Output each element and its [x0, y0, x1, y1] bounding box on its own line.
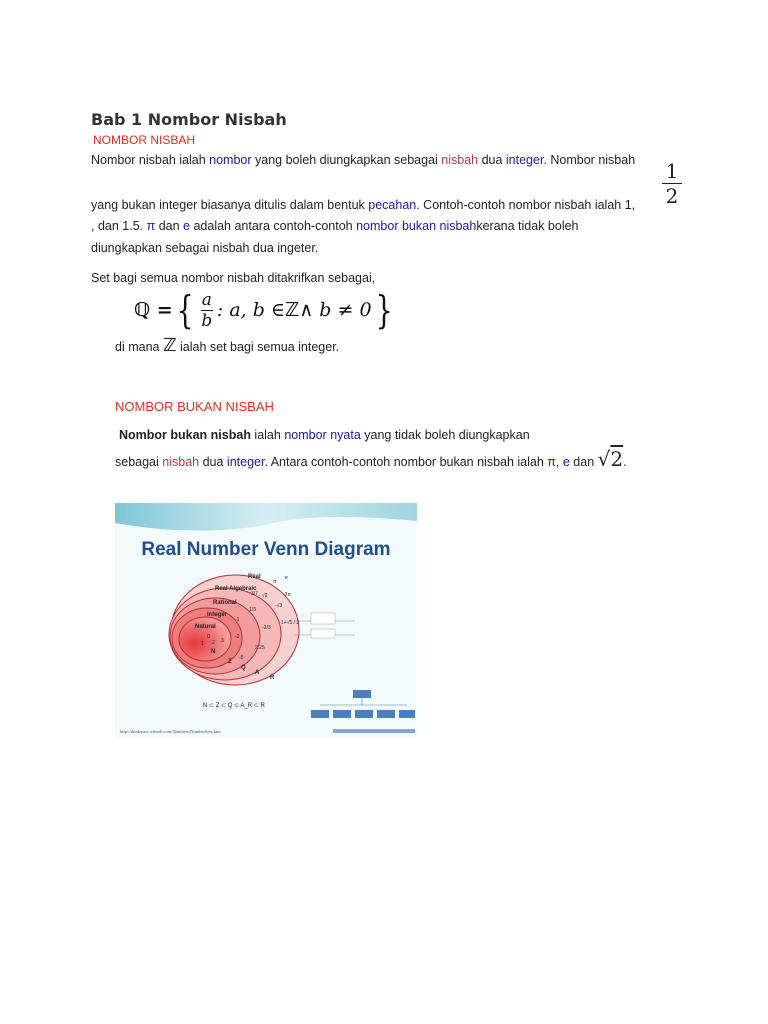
text: ,: [555, 455, 563, 469]
value: -2π: [283, 592, 291, 598]
value: 2: [212, 640, 215, 646]
text: ialah: [250, 428, 285, 442]
value: -5: [239, 655, 244, 661]
formula-lhs: ℚ =: [134, 299, 173, 321]
value: 3/7: [251, 591, 258, 597]
text: yang boleh diungkapkan sebagai: [251, 153, 442, 167]
value: -2/3: [262, 625, 271, 631]
set-letter: Q: [241, 665, 246, 671]
label-natural: Natural: [195, 624, 216, 630]
link-nombor[interactable]: nombor: [209, 153, 252, 167]
venn-diagram-svg: [115, 503, 417, 737]
fraction-numerator: 1: [665, 159, 679, 183]
set-letter: A: [255, 670, 260, 676]
link-integer[interactable]: integer: [505, 153, 544, 167]
link-pecahan[interactable]: pecahan: [368, 198, 417, 212]
text: kerana tidak boleh: [476, 219, 579, 233]
link-pi[interactable]: π: [146, 219, 156, 233]
value: e: [285, 575, 288, 581]
fraction-denominator: 2: [665, 184, 679, 208]
text: . Antara contoh-contoh nombor bukan nisbah ialah: [264, 455, 548, 469]
text: dan: [569, 455, 598, 469]
value: 1+√5 / 2: [281, 620, 300, 626]
para1-line1: [91, 152, 635, 168]
tree-leaf-box: [355, 710, 373, 718]
value: 1/3: [249, 607, 256, 613]
subset-chain: N ⊂ Z ⊂ Q ⊂ A_R ⊂ R: [203, 703, 265, 709]
para1-line3: [91, 218, 579, 234]
tree-leaf-box: [377, 710, 395, 718]
left-brace: {: [176, 288, 194, 332]
value: 0: [207, 634, 210, 640]
label-rational: Rational: [213, 600, 237, 606]
venn-diagram-image: [115, 503, 417, 737]
integers-symbol: ℤ: [162, 335, 177, 356]
text: dua: [199, 455, 227, 469]
text: yang tidak boleh diungkapkan: [360, 428, 530, 442]
sqrt-radicand: 2: [610, 447, 624, 471]
para2-line1: [119, 427, 530, 443]
bold-term: Nombor bukan nisbah: [119, 428, 251, 442]
text: dua: [478, 153, 506, 167]
text: sebagai: [115, 455, 163, 469]
section-heading-nombor-bukan-nisbah: NOMBOR BUKAN NISBAH: [115, 399, 274, 414]
link-nyata[interactable]: nyata: [330, 428, 361, 442]
label-real: Real: [248, 574, 261, 580]
rational-set-formula: [134, 288, 396, 332]
label-integer: Integer: [207, 612, 228, 618]
link-e-2[interactable]: e: [562, 455, 570, 469]
value: √2: [262, 593, 268, 599]
value: -2: [235, 634, 240, 640]
text: adalah antara contoh-contoh: [190, 219, 357, 233]
page-title: Bab 1 Nombor Nisbah: [91, 110, 287, 129]
right-brace: }: [375, 288, 393, 332]
text: di mana: [115, 340, 163, 354]
set-letter: N: [211, 649, 216, 655]
link-nisbah-2[interactable]: nisbah: [162, 455, 200, 469]
link-nisbah[interactable]: nisbah: [441, 153, 479, 167]
footer-caption-bar: [333, 729, 415, 733]
link-e[interactable]: e: [183, 219, 190, 233]
annotation-box: [311, 629, 335, 638]
label-real-algebraic: Real Algebraic: [215, 586, 257, 592]
text: ialah set bagi semua integer.: [176, 340, 340, 354]
set-letter: R: [270, 675, 275, 681]
formula-integers-symbol: ℤ: [285, 299, 300, 321]
value: π: [273, 579, 277, 585]
fraction-one-half: [662, 160, 682, 207]
tree-leaf-box: [311, 710, 329, 718]
text: , dan 1.5.: [91, 219, 147, 233]
text: .: [623, 455, 627, 469]
link-nombor-2[interactable]: nombor: [284, 428, 327, 442]
value: 3: [221, 638, 224, 644]
text: . Nombor nisbah: [543, 153, 636, 167]
para1-line4: diungkapkan sebagai nisbah dua ingeter.: [91, 241, 319, 255]
value: 1: [201, 641, 204, 647]
text: yang bukan integer biasanya ditulis dalam bentuk: [91, 198, 369, 212]
source-url: http://thinkmaw.wiburk.com/Numbers/NumberSets.htm: [120, 729, 221, 734]
sqrt-two: √2: [597, 447, 624, 471]
para1-line2: [91, 197, 635, 213]
section-heading-nombor-nisbah: NOMBOR NISBAH: [93, 133, 196, 147]
formula-numerator: a: [201, 289, 212, 310]
annotation-box: [311, 613, 335, 624]
where-line: [115, 335, 340, 356]
tree-leaf-box: [399, 710, 415, 718]
value: -√3: [275, 603, 283, 609]
link-integer-2[interactable]: integer: [226, 455, 265, 469]
value: 2.25: [255, 645, 265, 651]
text: . Contoh-contoh nombor nisbah ialah 1,: [416, 198, 636, 212]
tree-root-box: [353, 690, 371, 698]
formula-condition: : a, b ∈: [216, 299, 285, 321]
formula-fraction: [201, 290, 213, 331]
set-letter: Z: [228, 659, 232, 665]
formula-condition-2: ∧ b ≠ 0: [299, 299, 372, 321]
link-nombor-bukan-nisbah[interactable]: nombor bukan nisbah: [356, 219, 477, 233]
tree-leaf-box: [333, 710, 351, 718]
value: -1: [235, 617, 240, 623]
venn-title: Real Number Venn Diagram: [141, 539, 391, 560]
para2-line2: [115, 447, 627, 471]
link-pi-2[interactable]: π: [547, 455, 556, 469]
formula-denominator: b: [201, 310, 213, 331]
text: dan: [155, 219, 184, 233]
text: Nombor nisbah ialah: [91, 153, 210, 167]
set-definition: Set bagi semua nombor nisbah ditakrifkan sebagai,: [91, 271, 376, 285]
